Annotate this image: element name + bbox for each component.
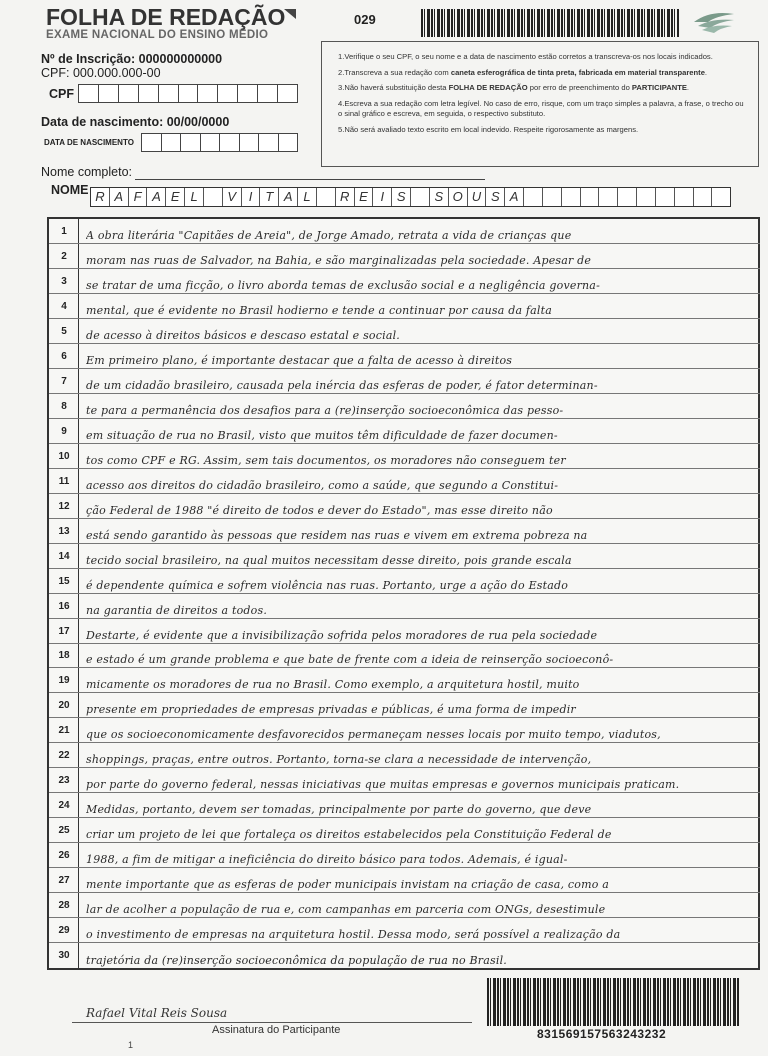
instruction-2: 2.Transcreva a sua redação com caneta esferográfica de tinta preta, fabricada em material transparente. bbox=[338, 67, 708, 77]
essay-line-text: mental, que é evidente no Brasil hodierno e tende a continuar por causa da falta bbox=[86, 303, 553, 317]
nome-completo-line bbox=[135, 179, 485, 180]
essay-line-text: em situação de rua no Brasil, visto que muitos têm dificuldade de fazer documen- bbox=[86, 428, 558, 442]
top-barcode bbox=[421, 9, 679, 37]
essay-line-text: é dependente química e sofrem violência nas ruas. Portanto, urge a ação do Estado bbox=[86, 578, 569, 592]
name-letter-box[interactable] bbox=[581, 188, 600, 206]
essay-line-text: criar um projeto de lei que fortaleça os direitos estabelecidos pela Constituição Federal de bbox=[86, 828, 612, 842]
name-letter-box[interactable]: L bbox=[185, 188, 204, 206]
essay-line[interactable] bbox=[49, 893, 760, 918]
inscricao-text: Nº de Inscrição: 000000000000 bbox=[41, 52, 223, 66]
inep-logo-icon bbox=[690, 8, 738, 36]
name-letter-box[interactable]: O bbox=[449, 188, 468, 206]
name-letter-box[interactable]: L bbox=[298, 188, 317, 206]
essay-line-text: está sendo garantido às pessoas que residem nas ruas e vivem em extrema pobreza na bbox=[86, 528, 588, 542]
name-letter-box[interactable]: A bbox=[505, 188, 524, 206]
line-number: 2 bbox=[61, 250, 67, 262]
name-boxes[interactable] bbox=[90, 187, 731, 207]
instruction-3: 3.Não haverá substituição desta FOLHA DE REDAÇÃO por erro de preenchimento do PARTICIPANTE. bbox=[338, 83, 690, 92]
essay-line[interactable] bbox=[49, 519, 760, 544]
instruction-1: 1.Verifique o seu CPF, o seu nome e a data de nascimento estão corretos a transcreva-os nos locais indicados. bbox=[338, 52, 713, 61]
name-letter-box[interactable] bbox=[694, 188, 713, 206]
cpf-label: CPF bbox=[49, 87, 74, 101]
corner-arrow-icon bbox=[284, 9, 296, 19]
essay-line-text: Medidas, portanto, devem ser tomadas, principalmente por parte do governo, que deve bbox=[86, 803, 592, 817]
essay-line-text: shoppings, praças, entre outros. Portanto, torna-se clara a necessidade de intervenção, bbox=[86, 753, 592, 767]
line-number: 28 bbox=[58, 900, 70, 912]
essay-line-text: lar de acolher a população de rua e, com campanhas em parceria com ONGs, desestimule bbox=[86, 903, 606, 917]
name-letter-box[interactable]: R bbox=[91, 188, 110, 206]
line-number: 6 bbox=[61, 350, 67, 362]
line-number: 12 bbox=[58, 500, 70, 512]
name-letter-box[interactable]: U bbox=[468, 188, 487, 206]
instructions-box bbox=[321, 41, 759, 167]
name-letter-box[interactable] bbox=[618, 188, 637, 206]
essay-line-text: na garantia de direitos a todos. bbox=[86, 603, 268, 617]
line-number: 8 bbox=[61, 400, 67, 412]
essay-line[interactable] bbox=[49, 244, 760, 269]
line-number: 19 bbox=[58, 675, 70, 687]
essay-line-text: 1988, a fim de mitigar a ineficiência do direito básico para todos. Ademais, é igual- bbox=[86, 853, 568, 867]
name-letter-box[interactable] bbox=[317, 188, 336, 206]
essay-line[interactable] bbox=[49, 294, 760, 319]
page-subtitle: EXAME NACIONAL DO ENSINO MÉDIO bbox=[46, 29, 269, 41]
essay-line-text: Destarte, é evidente que a invisibilização sofrida pelos moradores de rua pela sociedade bbox=[86, 628, 598, 642]
essay-line-text: se tratar de uma ficção, o livro aborda temas de exclusão social e a negligência governa- bbox=[86, 278, 600, 292]
line-number: 5 bbox=[61, 325, 67, 337]
signature-line bbox=[72, 1022, 472, 1023]
essay-line[interactable] bbox=[49, 843, 760, 868]
essay-line[interactable] bbox=[49, 668, 760, 693]
essay-line-text: tos como CPF e RG. Assim, sem tais documentos, os moradores não conseguem ter bbox=[86, 453, 566, 467]
line-number: 4 bbox=[61, 300, 67, 312]
line-number: 16 bbox=[58, 600, 70, 612]
essay-line-text: presente em propriedades de empresas privadas e públicas, é uma forma de impedir bbox=[86, 703, 576, 717]
name-letter-box[interactable]: V bbox=[223, 188, 242, 206]
name-letter-box[interactable] bbox=[204, 188, 223, 206]
essay-line[interactable] bbox=[49, 344, 760, 369]
cpf-boxes[interactable] bbox=[78, 84, 298, 103]
essay-line-text: por parte do governo federal, nessas iniciativas que muitas empresas e governos municipais praticam. bbox=[86, 778, 680, 792]
line-number: 3 bbox=[61, 275, 67, 287]
line-number: 29 bbox=[58, 925, 70, 937]
line-number: 17 bbox=[58, 625, 70, 637]
essay-line[interactable] bbox=[49, 319, 760, 344]
name-letter-box[interactable] bbox=[637, 188, 656, 206]
essay-line[interactable] bbox=[49, 643, 760, 668]
essay-line[interactable] bbox=[49, 544, 760, 569]
essay-line-text: que os socioeconomicamente desfavorecidos permaneçam nesses locais por muito tempo, viadutos, bbox=[86, 728, 661, 742]
essay-line-text: o investimento de empresas na arquitetura hostil. Dessa modo, será possível a realização da bbox=[86, 928, 621, 942]
page-number: 029 bbox=[354, 12, 376, 27]
essay-line-text: mente importante que as esferas de poder municipais invistam na criação de casa, como a bbox=[86, 878, 610, 892]
line-number: 7 bbox=[61, 375, 67, 387]
essay-line[interactable] bbox=[49, 718, 760, 743]
line-number: 13 bbox=[58, 525, 70, 537]
line-number: 1 bbox=[61, 226, 67, 237]
essay-line[interactable] bbox=[49, 918, 760, 943]
line-number: 15 bbox=[58, 575, 70, 587]
essay-line-text: tecido social brasileiro, na qual muitos necessitam desse direito, pois grande escala bbox=[86, 553, 572, 567]
barcode-number: 831569157563243232 bbox=[537, 1027, 667, 1041]
line-number: 10 bbox=[58, 450, 70, 462]
name-letter-box[interactable]: A bbox=[279, 188, 298, 206]
essay-line[interactable] bbox=[49, 768, 760, 793]
nome-completo-label: Nome completo: bbox=[41, 165, 133, 179]
name-letter-box[interactable] bbox=[524, 188, 543, 206]
essay-line-text: acesso aos direitos do cidadão brasileiro, como a saúde, que segundo a Constitui- bbox=[86, 478, 559, 492]
name-letter-box[interactable]: I bbox=[373, 188, 392, 206]
cpf-text: CPF: 000.000.000-00 bbox=[41, 66, 161, 80]
name-letter-box[interactable]: E bbox=[355, 188, 374, 206]
name-letter-box[interactable] bbox=[656, 188, 675, 206]
line-number: 25 bbox=[58, 825, 70, 837]
essay-line-text: de acesso à direitos básicos e descaso estatal e social. bbox=[86, 328, 400, 342]
essay-line-text: e estado é um grande problema e que bate de frente com a ideia de reinserção socioeconô- bbox=[86, 653, 614, 667]
name-letter-box[interactable]: R bbox=[336, 188, 355, 206]
essay-line[interactable] bbox=[49, 569, 760, 594]
name-letter-box[interactable] bbox=[712, 188, 730, 206]
essay-line-text: te para a permanência dos desafios para a (re)inserção socioeconômica das pesso- bbox=[86, 403, 564, 417]
bottom-barcode bbox=[487, 978, 739, 1026]
essay-line[interactable] bbox=[49, 619, 760, 644]
line-number: 9 bbox=[61, 425, 67, 437]
essay-line[interactable] bbox=[49, 594, 760, 619]
name-letter-box[interactable]: S bbox=[430, 188, 449, 206]
name-letter-box[interactable]: E bbox=[166, 188, 185, 206]
page-title: FOLHA DE REDAÇÃO bbox=[46, 4, 286, 30]
essay-line[interactable] bbox=[49, 494, 760, 519]
tick-mark: 1 bbox=[128, 1040, 134, 1050]
instruction-4: 4.Escreva a sua redação com letra legível. No caso de erro, risque, com um traço simples a palavra, a frase, o trecho ou o sinal gráfico e escreva, em seguida, o respectivo substituto. bbox=[338, 98, 744, 118]
essay-line[interactable] bbox=[49, 369, 760, 394]
name-letter-box[interactable] bbox=[675, 188, 694, 206]
line-number: 27 bbox=[58, 875, 70, 887]
name-letter-box[interactable]: A bbox=[147, 188, 166, 206]
name-letter-box[interactable] bbox=[411, 188, 430, 206]
name-letter-box[interactable]: S bbox=[392, 188, 411, 206]
line-number: 20 bbox=[58, 700, 70, 712]
instruction-5: 5.Não será avaliado texto escrito em local indevido. Respeite rigorosamente as margens. bbox=[338, 124, 639, 134]
nascimento-text: Data de nascimento: 00/00/0000 bbox=[41, 115, 230, 129]
line-number: 30 bbox=[58, 950, 70, 962]
line-number: 24 bbox=[58, 800, 70, 812]
name-letter-box[interactable]: T bbox=[260, 188, 279, 206]
essay-line[interactable] bbox=[49, 943, 760, 968]
line-number: 11 bbox=[58, 475, 70, 487]
line-number: 23 bbox=[58, 775, 70, 787]
essay-line-text: A obra literária "Capitães de Areia", de Jorge Amado, retrata a vida de crianças que bbox=[86, 229, 572, 242]
essay-line[interactable] bbox=[49, 469, 760, 494]
essay-line-text: micamente os moradores de rua no Brasil. Como exemplo, a arquitetura hostil, muito bbox=[86, 678, 580, 692]
line-number: 14 bbox=[58, 550, 70, 562]
essay-line[interactable] bbox=[49, 818, 760, 843]
signature: Rafael Vital Reis Sousa bbox=[86, 1006, 228, 1020]
line-number: 22 bbox=[58, 750, 70, 762]
essay-line[interactable] bbox=[49, 219, 760, 244]
essay-line[interactable] bbox=[49, 868, 760, 893]
name-letter-box[interactable] bbox=[543, 188, 562, 206]
nascimento-boxes[interactable] bbox=[141, 133, 298, 152]
essay-line-text: de um cidadão brasileiro, causada pela inércia das esferas de poder, é fator determinan- bbox=[86, 378, 598, 392]
essay-line[interactable] bbox=[49, 394, 760, 419]
line-number: 21 bbox=[58, 725, 70, 737]
essay-line[interactable] bbox=[49, 793, 760, 818]
essay-line[interactable] bbox=[49, 693, 760, 718]
essay-line[interactable] bbox=[49, 419, 760, 444]
essay-line-text: Em primeiro plano, é importante destacar que a falta de acesso à direitos bbox=[86, 353, 513, 367]
name-letter-box[interactable]: I bbox=[242, 188, 261, 206]
essay-line[interactable] bbox=[49, 743, 760, 768]
nome-label: NOME bbox=[51, 183, 89, 197]
essay-line[interactable] bbox=[49, 444, 760, 469]
name-letter-box[interactable]: S bbox=[486, 188, 505, 206]
essay-line-text: moram nas ruas de Salvador, na Bahia, e são marginalizadas pela sociedade. Apesar de bbox=[86, 253, 592, 267]
essay-line-text: trajetória da (re)inserção socioeconômica da população de rua no Brasil. bbox=[86, 954, 507, 968]
essay-sheet[interactable] bbox=[47, 217, 760, 970]
name-letter-box[interactable]: F bbox=[129, 188, 148, 206]
name-letter-box[interactable]: A bbox=[110, 188, 129, 206]
essay-line-text: ção Federal de 1988 "é direito de todos e dever do Estado", mas esse direito não bbox=[86, 503, 553, 517]
essay-line[interactable] bbox=[49, 269, 760, 294]
line-number: 18 bbox=[58, 650, 70, 662]
line-number: 26 bbox=[58, 850, 70, 862]
nascimento-label: DATA DE NASCIMENTO bbox=[44, 138, 134, 147]
name-letter-box[interactable] bbox=[562, 188, 581, 206]
signature-label: Assinatura do Participante bbox=[212, 1024, 341, 1036]
name-letter-box[interactable] bbox=[599, 188, 618, 206]
